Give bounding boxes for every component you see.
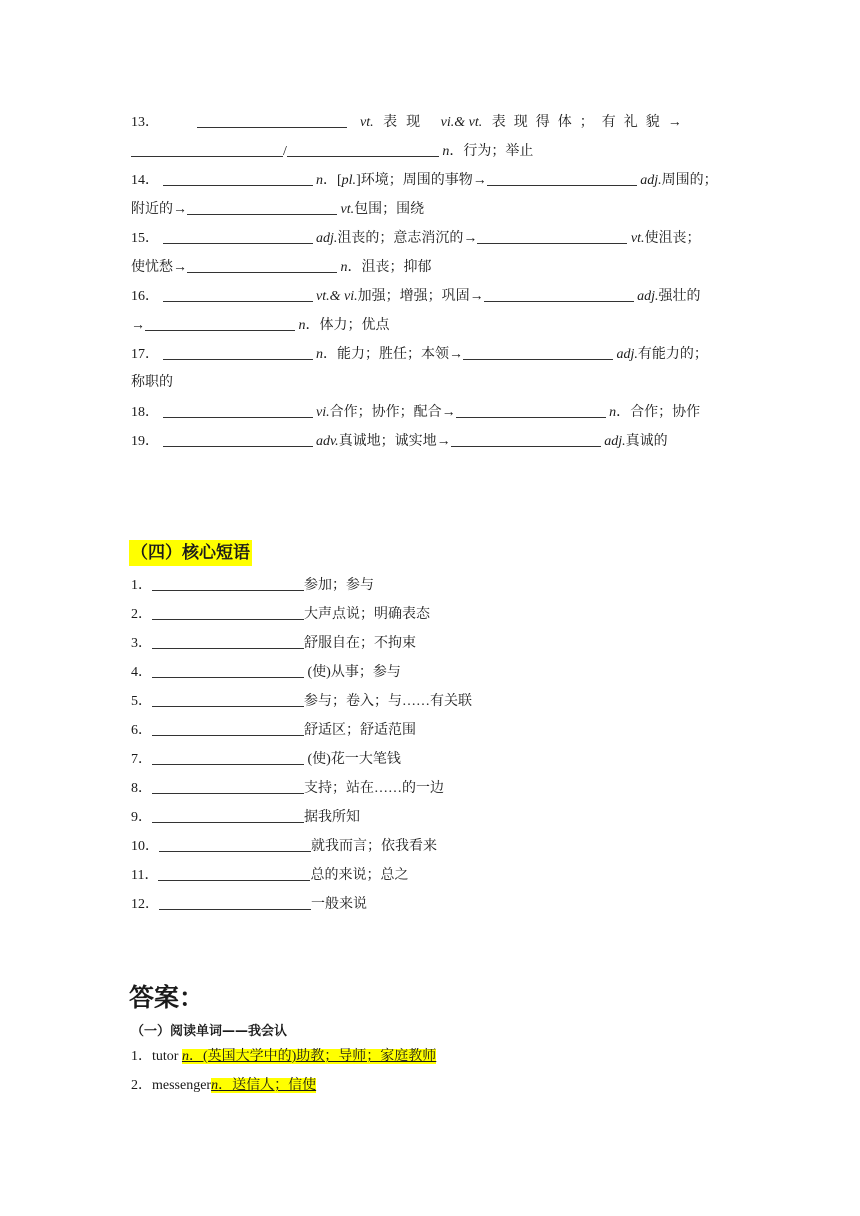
part-of-speech: vt.	[630, 231, 645, 246]
definition: 使沮丧；	[644, 231, 701, 246]
part-of-speech: n	[211, 1078, 219, 1093]
vocab-item-13-cont	[131, 142, 533, 161]
part-of-speech: adj.	[616, 347, 638, 362]
answers-heading: 答案：	[129, 983, 205, 1012]
definition: 称职的	[131, 375, 173, 390]
part-of-speech: n	[316, 173, 323, 188]
definition: 加强；增强；巩固→	[357, 289, 484, 304]
answer-blank[interactable]	[456, 403, 606, 418]
answer-blank[interactable]	[487, 171, 637, 186]
phrase-meaning: 就我而言；依我看来	[311, 839, 437, 854]
answer-item	[131, 1048, 436, 1066]
item-number: 1．	[131, 1049, 152, 1064]
answer-blank[interactable]	[163, 287, 313, 302]
phrase-item	[131, 866, 408, 885]
answer-word: tutor	[152, 1049, 179, 1064]
phrase-item	[131, 605, 430, 624]
definition: 真诚地；诚实地→	[338, 434, 451, 449]
phrase-item	[131, 837, 437, 856]
part-of-speech: n	[609, 405, 617, 420]
item-number: 19．	[131, 434, 159, 449]
part-of-speech: vt.	[340, 202, 355, 217]
definition: 表现得体；有礼貌→	[491, 115, 690, 130]
definition: 沮丧的；意志消沉的→	[337, 231, 478, 246]
item-number: 13．	[131, 115, 159, 130]
definition: ．沮丧；抑郁	[347, 260, 432, 275]
item-number: 15．	[131, 231, 159, 246]
phrase-item	[131, 808, 360, 827]
answers-subheading: （一）阅读单词——我会认	[131, 1024, 288, 1039]
item-number: 3．	[131, 636, 152, 651]
part-of-speech: vi.	[316, 405, 330, 420]
item-number: 14．	[131, 173, 159, 188]
answer-blank[interactable]	[152, 779, 304, 794]
item-number: 17．	[131, 347, 159, 362]
phrase-item	[131, 895, 367, 914]
item-number: 6．	[131, 723, 152, 738]
vocab-item-14-cont	[131, 200, 424, 219]
answer-blank[interactable]	[163, 345, 313, 360]
definition: ]环境；周围的事物→	[356, 173, 487, 188]
item-number: 1．	[131, 578, 152, 593]
definition: 包围；围绕	[354, 202, 425, 217]
phrase-meaning: 大声点说；明确表态	[304, 607, 430, 622]
highlighted-answer	[182, 1049, 436, 1064]
phrase-item	[131, 750, 401, 769]
phrase-meaning: 据我所知	[304, 810, 360, 825]
part-of-speech: adj.	[637, 289, 659, 304]
item-number: 11．	[131, 868, 159, 883]
vocab-item-13	[131, 113, 690, 132]
definition: ．(英国大学中的)助教；导师；家庭教师	[188, 1049, 437, 1064]
part-of-speech: n	[298, 318, 306, 333]
definition-part: ．[	[323, 173, 342, 188]
answer-blank[interactable]	[159, 895, 311, 910]
phrase-meaning: 总的来说；总之	[310, 868, 409, 883]
answer-blank[interactable]	[484, 287, 634, 302]
answer-blank[interactable]	[163, 171, 313, 186]
answer-blank[interactable]	[451, 432, 601, 447]
answer-blank[interactable]	[152, 692, 304, 707]
arrow: →	[131, 318, 145, 333]
phrase-item	[131, 779, 444, 798]
answer-blank[interactable]	[152, 721, 304, 736]
answer-blank[interactable]	[152, 663, 304, 678]
answer-blank[interactable]	[158, 866, 310, 881]
answer-blank[interactable]	[131, 142, 283, 157]
part-of-speech: n	[181, 1049, 189, 1064]
phrase-item	[131, 634, 416, 653]
phrase-meaning: 舒适区；舒适范围	[304, 723, 416, 738]
vocab-item-17	[131, 345, 708, 364]
part-of-speech: vi.& vt.	[440, 115, 483, 130]
item-number: 12．	[131, 897, 159, 912]
phrase-item	[131, 692, 472, 711]
part-of-speech: adj.	[316, 231, 338, 246]
phrase-meaning: (使)花一大笔钱	[304, 752, 401, 767]
vocab-item-15-cont	[131, 258, 432, 277]
phrase-item	[131, 663, 401, 682]
definition: ．行为；举止	[449, 144, 534, 159]
definition: 合作；协作；配合→	[329, 405, 456, 420]
answer-blank[interactable]	[197, 113, 347, 128]
answer-blank[interactable]	[152, 634, 304, 649]
item-number: 2．	[131, 607, 152, 622]
definition: ．能力；胜任；本领→	[323, 347, 463, 362]
answer-blank[interactable]	[287, 142, 439, 157]
answer-blank[interactable]	[159, 837, 311, 852]
answer-blank[interactable]	[187, 258, 337, 273]
definition: 有能力的；	[637, 347, 708, 362]
definition: 附近的→	[131, 202, 187, 217]
item-number: 9．	[131, 810, 152, 825]
part-of-speech: adj.	[604, 434, 626, 449]
part-of-speech: adj.	[640, 173, 662, 188]
plural-abbr: pl.	[341, 173, 357, 188]
phrase-meaning: 支持；站在……的一边	[304, 781, 444, 796]
definition: ．合作；协作	[616, 405, 701, 420]
definition: 强壮的	[658, 289, 701, 304]
part-of-speech: n	[316, 347, 323, 362]
part-of-speech: n	[442, 144, 450, 159]
vocab-item-18	[131, 403, 700, 422]
answer-blank[interactable]	[145, 316, 295, 331]
answer-blank[interactable]	[163, 403, 313, 418]
definition: 使忧愁→	[131, 260, 187, 275]
phrase-meaning: 参与；卷入；与……有关联	[304, 694, 472, 709]
slash-separator: /	[283, 144, 287, 159]
item-number: 8．	[131, 781, 152, 796]
phrase-meaning: (使)从事；参与	[304, 665, 401, 680]
part-of-speech: n	[340, 260, 348, 275]
vocab-item-17-cont	[131, 374, 173, 392]
answer-blank[interactable]	[152, 750, 304, 765]
item-number: 16．	[131, 289, 159, 304]
item-number: 10．	[131, 839, 159, 854]
phrase-item	[131, 576, 374, 595]
vocab-item-16	[131, 287, 701, 306]
item-number: 5．	[131, 694, 152, 709]
definition: ．送信人；信使	[218, 1078, 317, 1093]
answer-blank[interactable]	[477, 229, 627, 244]
phrase-meaning: 参加；参与	[304, 578, 374, 593]
answer-blank[interactable]	[463, 345, 613, 360]
phrase-item	[131, 721, 416, 740]
part-of-speech: vt.	[360, 115, 374, 130]
answer-item	[131, 1077, 316, 1095]
vocab-item-19	[131, 432, 668, 451]
answer-blank[interactable]	[152, 808, 304, 823]
item-number: 2．	[131, 1078, 152, 1093]
vocab-item-14	[131, 171, 718, 190]
definition: 表现	[383, 115, 430, 130]
phrase-meaning: 舒服自在；不拘束	[304, 636, 416, 651]
section-title-core-phrases: （四）核心短语	[129, 540, 252, 566]
answer-word: messenger	[152, 1078, 212, 1093]
vocab-item-16-cont	[131, 316, 390, 335]
item-number: 4．	[131, 665, 152, 680]
definition: 周围的；	[661, 173, 718, 188]
answer-blank[interactable]	[187, 200, 337, 215]
vocab-item-15	[131, 229, 701, 248]
item-number: 7．	[131, 752, 152, 767]
highlighted-answer	[211, 1078, 316, 1093]
answer-blank[interactable]	[152, 605, 304, 620]
phrase-meaning: 一般来说	[311, 897, 367, 912]
answer-blank[interactable]	[152, 576, 304, 591]
answer-blank[interactable]	[163, 432, 313, 447]
definition: 真诚的	[625, 434, 668, 449]
answer-blank[interactable]	[163, 229, 313, 244]
item-number: 18．	[131, 405, 159, 420]
part-of-speech: adv.	[316, 434, 339, 449]
definition: ．体力；优点	[305, 318, 390, 333]
part-of-speech: vt.& vi.	[316, 289, 358, 304]
